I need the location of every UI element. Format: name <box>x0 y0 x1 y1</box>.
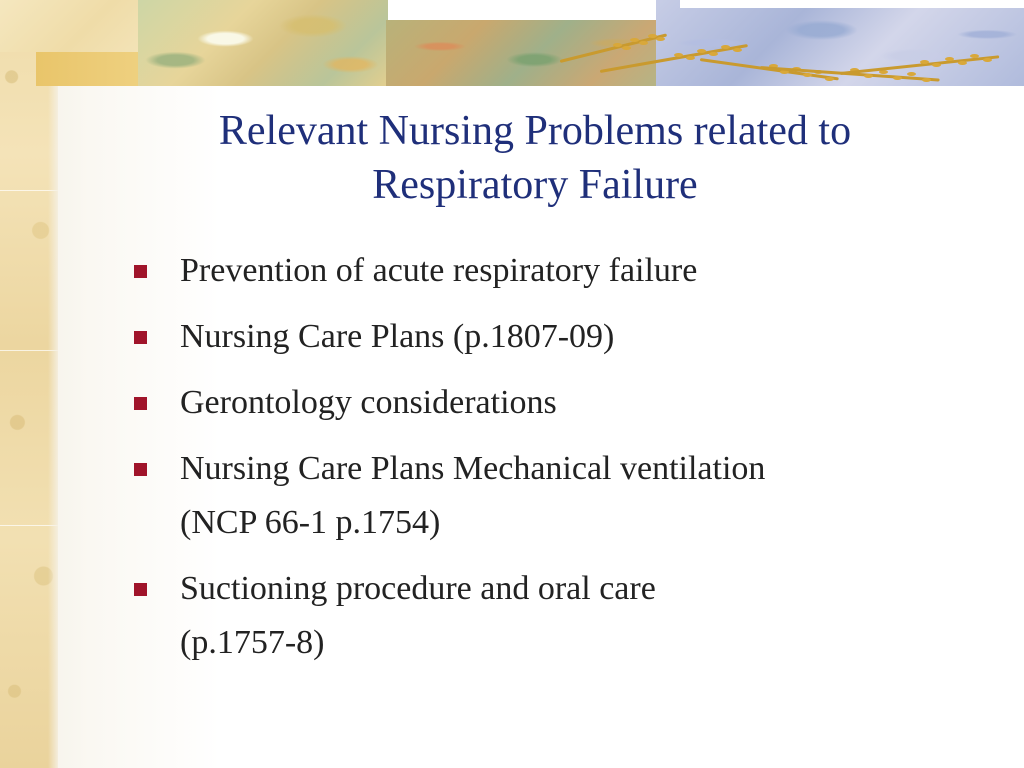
bullet-line: (NCP 66-1 p.1754) <box>180 504 441 541</box>
wheat-grain <box>825 77 834 81</box>
bullet-line: Suctioning procedure and oral care <box>180 570 656 607</box>
bullet-item <box>128 562 988 670</box>
bullet-text <box>180 376 988 430</box>
bullet-line: Nursing Care Plans (p.1807-09) <box>180 318 615 355</box>
foliage-image <box>386 20 656 86</box>
wheat-grain <box>709 52 718 56</box>
bullet-item <box>128 244 988 298</box>
square-bullet-icon <box>134 583 147 596</box>
strip-divider <box>0 350 58 351</box>
left-parchment-strip <box>0 0 58 768</box>
bullet-line: Nursing Care Plans Mechanical ventilation <box>180 450 766 487</box>
title-line-2: Respiratory Failure <box>372 162 698 208</box>
banner-top-edge <box>680 0 1024 8</box>
bullet-line: Gerontology considerations <box>180 384 557 421</box>
wheat-grain <box>674 53 683 57</box>
bullet-text <box>180 244 988 298</box>
wheat-grain <box>958 61 967 65</box>
bullet-item <box>128 376 988 430</box>
wheat-grain <box>686 56 695 60</box>
bullet-line: Prevention of acute respiratory failure <box>180 252 698 289</box>
wheat-grain <box>622 46 631 50</box>
bullet-list <box>128 244 988 682</box>
leaves-image <box>138 0 388 86</box>
strip-divider <box>0 190 58 191</box>
wheat-grain <box>920 60 929 64</box>
top-decorative-banner <box>0 0 1024 86</box>
square-bullet-icon <box>134 397 147 410</box>
banner-parchment-block <box>0 0 140 52</box>
slide-title <box>110 104 960 212</box>
bullet-text <box>180 562 988 670</box>
wheat-grain <box>613 43 622 47</box>
bullet-item <box>128 442 988 550</box>
wheat-grain <box>945 57 954 61</box>
bullet-text <box>180 310 988 364</box>
square-bullet-icon <box>134 265 147 278</box>
bullet-item <box>128 310 988 364</box>
bullet-text <box>180 442 988 550</box>
wheat-grain <box>983 58 992 62</box>
wheat-grain <box>733 48 742 52</box>
bullet-line: (p.1757-8) <box>180 624 325 661</box>
square-bullet-icon <box>134 331 147 344</box>
wheat-grain <box>721 45 730 49</box>
square-bullet-icon <box>134 463 147 476</box>
title-line-1: Relevant Nursing Problems related to <box>218 108 852 154</box>
strip-divider <box>0 525 58 526</box>
